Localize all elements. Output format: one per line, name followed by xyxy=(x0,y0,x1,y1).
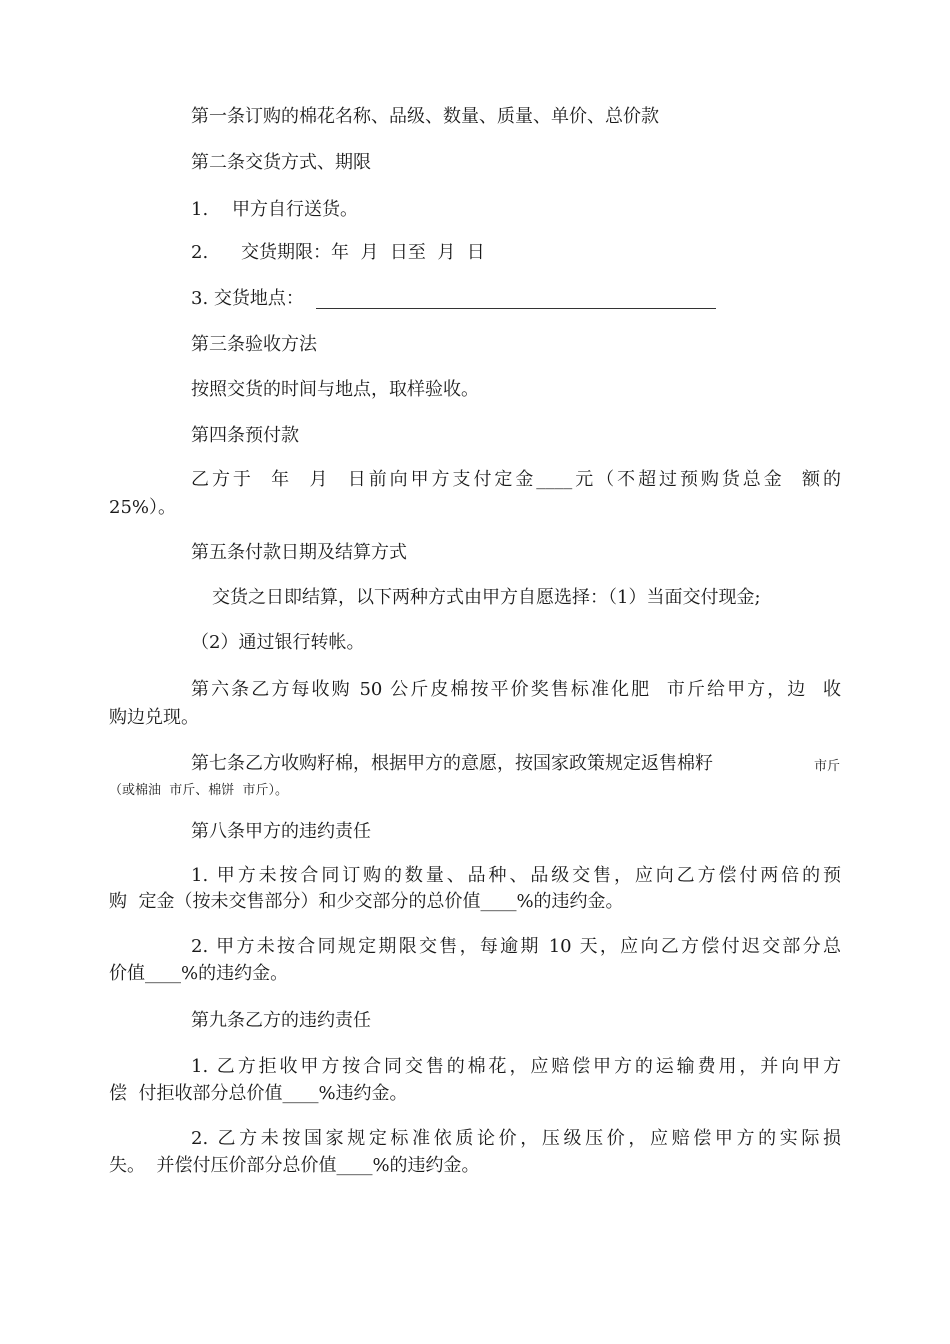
article-5-title: 第五条付款日期及结算方式 xyxy=(191,542,407,563)
article-2-title: 第二条交货方式、期限 xyxy=(191,152,371,173)
article-4-title: 第四条预付款 xyxy=(191,425,299,446)
article-9-item-1-line-1: 1. 乙方拒收甲方按合同交售的棉花，应赔偿甲方的运输费用，并向甲方 xyxy=(191,1056,841,1077)
article-8-title: 第八条甲方的违约责任 xyxy=(191,821,371,842)
article-2-item-2-number: 2. xyxy=(191,242,209,263)
article-7-line-1: 第七条乙方收购籽棉，根据甲方的意愿，按国家政策规定返售棉籽 xyxy=(191,753,713,774)
article-1-title: 第一条订购的棉花名称、品级、数量、质量、单价、总价款 xyxy=(191,106,659,127)
article-9-item-1-line-2: 偿 付拒收部分总价值____%违约金。 xyxy=(109,1083,408,1104)
article-8-item-2-line-2: 价值____%的违约金。 xyxy=(109,963,289,984)
article-4-line-1: 乙方于 年 月 日前向甲方支付定金____元（不超过预购货总金 额的 xyxy=(191,469,841,490)
article-6-line-2: 购边兑现。 xyxy=(109,707,199,728)
article-3-body: 按照交货的时间与地点，取样验收。 xyxy=(191,379,479,400)
article-9-item-2-line-1: 2. 乙方未按国家规定标准依质论价，压级压价，应赔偿甲方的实际损 xyxy=(191,1128,841,1149)
article-5-line-1: 交货之日即结算，以下两种方式由甲方自愿选择：（1）当面交付现金; xyxy=(212,587,761,608)
article-6-line-1: 第六条乙方每收购 50 公斤皮棉按平价奖售标准化肥 市斤给甲方，边 收 xyxy=(191,679,841,700)
article-4-line-2: 25%）。 xyxy=(109,497,177,518)
article-9-title: 第九条乙方的违约责任 xyxy=(191,1010,371,1031)
article-5-line-2: （2）通过银行转帐。 xyxy=(191,632,365,653)
delivery-location-blank xyxy=(316,290,716,309)
article-8-item-2-line-1: 2. 甲方未按合同规定期限交售，每逾期 10 天，应向乙方偿付迟交部分总 xyxy=(191,936,841,957)
article-8-item-1-line-2: 购 定金（按未交售部分）和少交部分的总价值____%的违约金。 xyxy=(109,891,624,912)
article-7-line-2: （或棉油 市斤、棉饼 市斤）。 xyxy=(109,783,289,798)
article-2-item-1-number: 1. xyxy=(191,199,209,220)
article-2-item-2-text: 交货期限：年 月 日至 月 日 xyxy=(241,242,485,263)
article-8-item-1-line-1: 1. 甲方未按合同订购的数量、品种、品级交售，应向乙方偿付两倍的预 xyxy=(191,865,841,886)
article-2-item-3-label: 3. 交货地点： xyxy=(191,288,304,309)
article-7-line-1-unit: 市斤 xyxy=(814,759,841,774)
article-9-item-2-line-2: 失。 并偿付压价部分总价值____%的违约金。 xyxy=(109,1155,480,1176)
article-3-title: 第三条验收方法 xyxy=(191,334,317,355)
article-2-item-1-text: 甲方自行送货。 xyxy=(232,199,358,220)
